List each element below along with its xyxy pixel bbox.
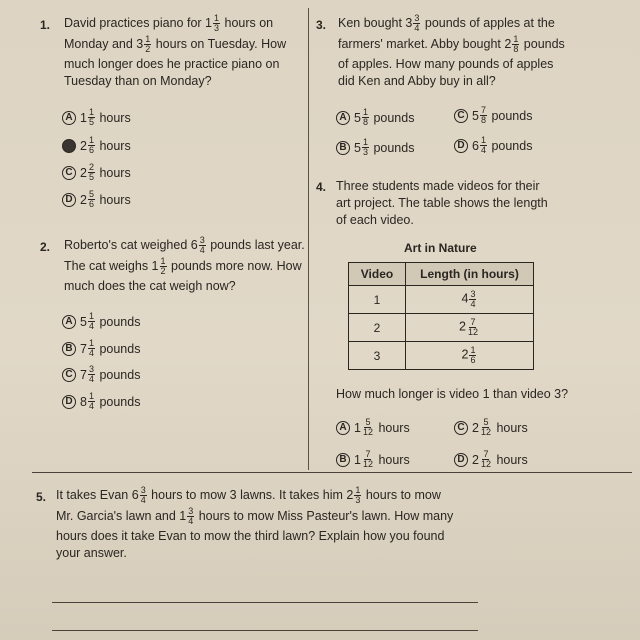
question-text-line: How much longer is video 1 than video 3? xyxy=(336,387,569,401)
answer-bubble[interactable]: A xyxy=(62,111,76,125)
answer-bubble[interactable]: A xyxy=(62,315,76,329)
answer-bubble-filled[interactable]: B xyxy=(62,139,76,153)
question-text-line: David practices piano for 1 $\frac{1}{3}$ hours on xyxy=(64,13,274,33)
column-header-video: Video xyxy=(349,263,406,286)
table-row xyxy=(349,286,534,314)
q3-option-a[interactable]: A 5 $\frac{1}{8}$ pounds xyxy=(336,108,414,127)
q3-option-d[interactable]: D 6 $\frac{1}{4}$ pounds xyxy=(454,136,532,155)
question-text-line: Three students made videos for their xyxy=(336,179,540,193)
question-number: 3. xyxy=(316,18,327,32)
column-header-length: Length (in hours) xyxy=(406,263,534,286)
q4-option-d[interactable]: D 2 $\frac{7}{12}$ hours xyxy=(454,450,528,469)
answer-bubble[interactable]: B xyxy=(336,453,350,467)
question-text-line: Monday and 3 $\frac{1}{2}$ hours on Tuesday. How xyxy=(64,34,287,54)
question-text-line: Ken bought 3 $\frac{3}{4}$ pounds of apples at the xyxy=(338,13,555,33)
question-text-line: The cat weighs 1 $\frac{1}{2}$ pounds more now. How xyxy=(64,256,302,276)
video-cell: 2 xyxy=(349,314,406,342)
section-divider xyxy=(32,472,632,473)
answer-bubble[interactable]: A xyxy=(336,421,350,435)
video-cell: 3 xyxy=(349,342,406,370)
question-text-line: much longer does he practice piano on xyxy=(64,57,280,71)
question-text-line: of each video. xyxy=(336,213,414,227)
question-number: 2. xyxy=(40,240,51,254)
table-row xyxy=(349,342,534,370)
question-text-line: art project. The table shows the length xyxy=(336,196,548,210)
length-cell: 4 $\frac{3}{4}$ xyxy=(406,286,534,314)
answer-line[interactable] xyxy=(52,630,478,631)
q2-option-a[interactable]: A 5 $\frac{1}{4}$ pounds xyxy=(62,312,140,331)
answer-bubble[interactable]: C xyxy=(62,166,76,180)
q2-option-d[interactable]: D 8 $\frac{1}{4}$ pounds xyxy=(62,392,140,411)
question-text-line: Roberto's cat weighed 6 $\frac{3}{4}$ pounds last year. xyxy=(64,235,305,255)
question-text-line: Mr. Garcia's lawn and 1 $\frac{3}{4}$ hours to mow Miss Pasteur's lawn. How many xyxy=(56,506,454,526)
q2-option-b[interactable]: B 7 $\frac{1}{4}$ pounds xyxy=(62,339,140,358)
answer-bubble[interactable]: D xyxy=(62,193,76,207)
length-cell: 2 $\frac{7}{12}$ xyxy=(406,314,534,342)
q2-option-c[interactable]: C 7 $\frac{3}{4}$ pounds xyxy=(62,365,140,384)
length-cell: 2 $\frac{1}{6}$ xyxy=(406,342,534,370)
question-text-line: Tuesday than on Monday? xyxy=(64,74,212,88)
question-text-line: did Ken and Abby buy in all? xyxy=(338,74,496,88)
answer-line[interactable] xyxy=(52,602,478,603)
q3-option-b[interactable]: B 5 $\frac{1}{3}$ pounds xyxy=(336,138,414,157)
answer-bubble[interactable]: A xyxy=(336,111,350,125)
answer-bubble[interactable]: D xyxy=(454,139,468,153)
video-cell: 1 xyxy=(349,286,406,314)
q1-option-b[interactable]: B 2 $\frac{1}{6}$ hours xyxy=(62,136,131,155)
table-row xyxy=(349,314,534,342)
q3-option-c[interactable]: C 5 $\frac{7}{8}$ pounds xyxy=(454,106,532,125)
question-number: 4. xyxy=(316,180,327,194)
question-text-line: farmers' market. Abby bought 2 $\frac{1}{8}$ pounds xyxy=(338,34,565,54)
question-text-line: much does the cat weigh now? xyxy=(64,279,236,293)
q4-option-b[interactable]: B 1 $\frac{7}{12}$ hours xyxy=(336,450,410,469)
question-text-line: hours does it take Evan to mow the third lawn? Explain how you found xyxy=(56,529,445,543)
question-text-line: It takes Evan 6 $\frac{3}{4}$ hours to mow 3 lawns. It takes him 2 $\frac{1}{3}$ hours to mow xyxy=(56,485,441,505)
answer-bubble[interactable]: D xyxy=(454,453,468,467)
video-length-table xyxy=(348,262,534,370)
table-header-row xyxy=(349,263,534,286)
question-number: 5. xyxy=(36,490,47,504)
q1-option-a[interactable]: A 1 $\frac{1}{5}$ hours xyxy=(62,108,131,127)
question-number: 1. xyxy=(40,18,51,32)
q1-option-c[interactable]: C 2 $\frac{2}{5}$ hours xyxy=(62,163,131,182)
answer-bubble[interactable]: D xyxy=(62,395,76,409)
table-title: Art in Nature xyxy=(404,241,477,255)
q4-option-c[interactable]: C 2 $\frac{5}{12}$ hours xyxy=(454,418,528,437)
answer-bubble[interactable]: B xyxy=(62,342,76,356)
column-divider xyxy=(308,8,309,470)
question-text-line: your answer. xyxy=(56,546,127,560)
answer-bubble[interactable]: C xyxy=(454,109,468,123)
answer-bubble[interactable]: B xyxy=(336,141,350,155)
answer-bubble[interactable]: C xyxy=(454,421,468,435)
q4-option-a[interactable]: A 1 $\frac{5}{12}$ hours xyxy=(336,418,410,437)
question-text-line: of apples. How many pounds of apples xyxy=(338,57,554,71)
answer-bubble[interactable]: C xyxy=(62,368,76,382)
q1-option-d[interactable]: D 2 $\frac{5}{6}$ hours xyxy=(62,190,131,209)
